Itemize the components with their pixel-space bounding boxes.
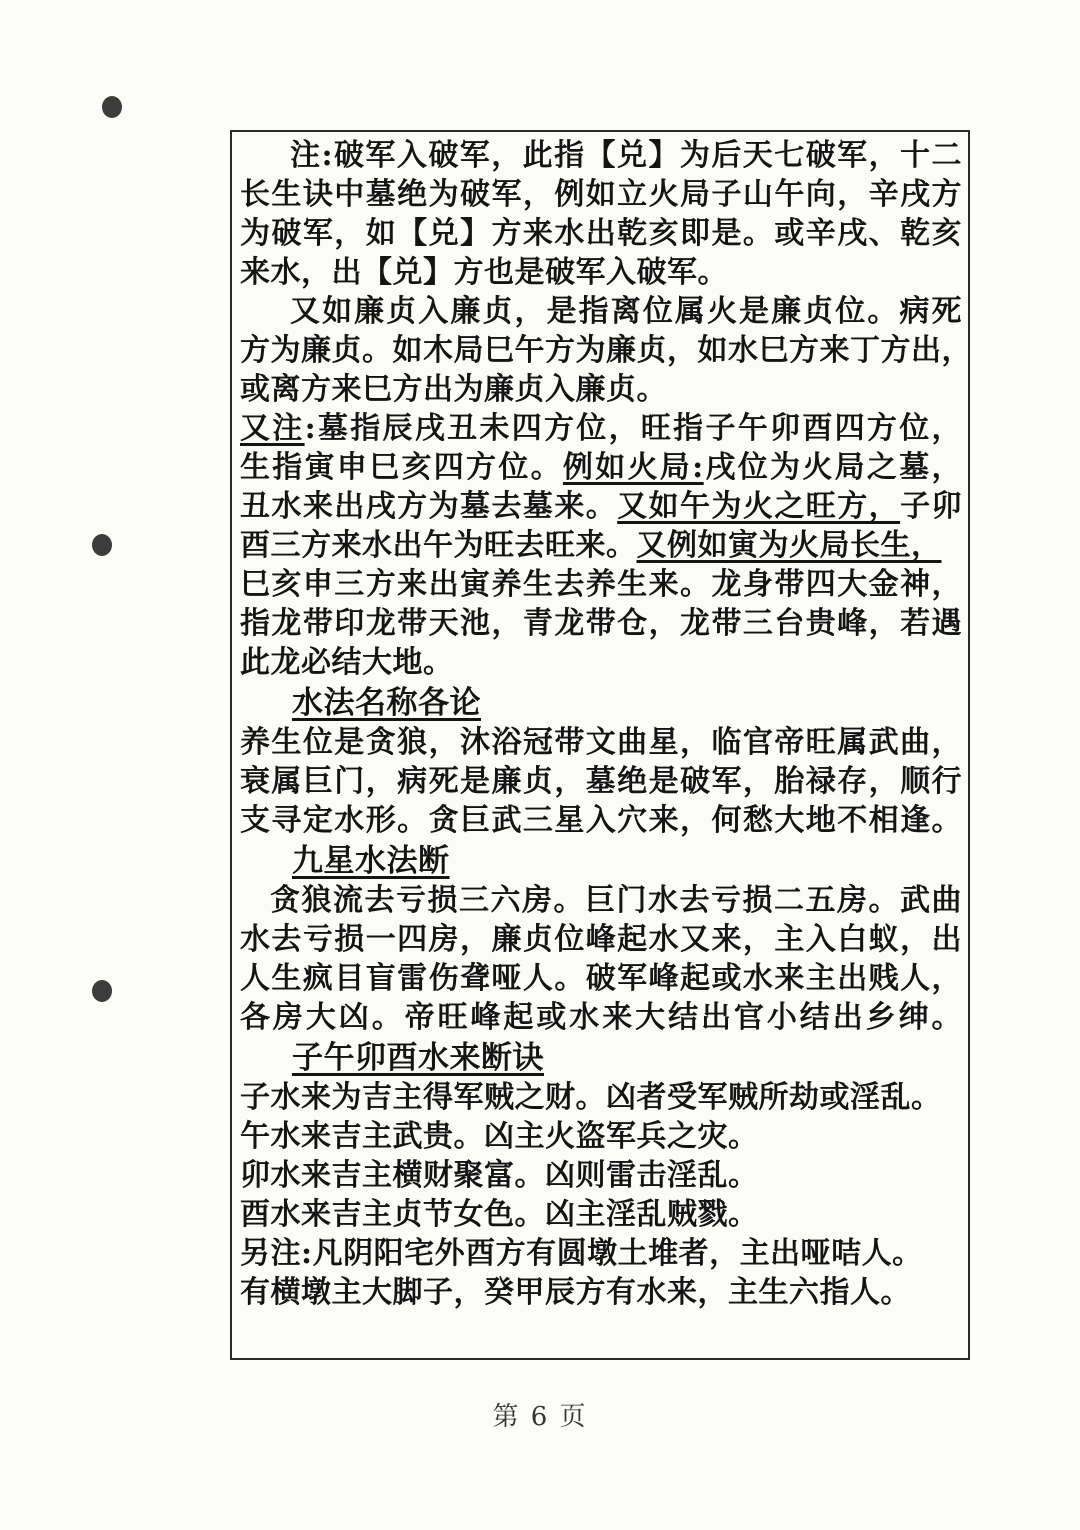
underlined-text: 例如火局:	[562, 450, 704, 485]
text-line	[240, 448, 962, 487]
text-line: 贪狼流去亏损三六房。巨门水去亏损二五房。武曲	[270, 883, 962, 918]
section-heading-text: 水法名称各论	[292, 685, 481, 721]
text-line: 各房大凶。帝旺峰起或水来大结出官小结出乡绅。	[240, 1000, 962, 1035]
underlined-text: 又例如寅为火局长生，	[636, 528, 942, 563]
text-line: 注:破军入破军，此指【兑】为后天七破军，十二	[290, 138, 962, 173]
text-line: 支寻定水形。贪巨武三星入穴来，何愁大地不相逢。	[240, 803, 962, 838]
text-line: 子水来为吉主得军贼之财。凶者受军贼所劫或淫乱。	[240, 1080, 942, 1115]
text-fragment: 子卯	[900, 489, 963, 524]
document-body	[240, 136, 972, 1312]
text-fragment: 生指寅申巳亥四方位。	[240, 450, 563, 485]
text-line: 此龙必结大地。	[240, 645, 454, 680]
text-line	[240, 487, 962, 526]
text-fragment: 丑水来出戌方为墓去墓来。	[240, 489, 618, 524]
section-heading	[240, 1039, 962, 1078]
text-line: 另注:凡阴阳宅外酉方有圆墩土堆者，主出哑咭人。	[240, 1236, 923, 1271]
text-fragment: 戌位为火局之墓，	[703, 450, 963, 485]
text-line: 长生诀中墓绝为破军，例如立火局子山午向，辛戌方	[240, 177, 962, 212]
text-line: 巳亥申三方来出寅养生去养生来。龙身带四大金神，	[240, 567, 962, 602]
text-line: 午水来吉主武贵。凶主火盗军兵之灾。	[240, 1119, 759, 1154]
text-line: 衰属巨门，病死是廉贞，墓绝是破军，胎禄存，顺行	[240, 764, 962, 799]
text-line: 酉水来吉主贞节女色。凶主淫乱贼戮。	[240, 1197, 759, 1232]
text-line: 有横墩主大脚子，癸甲辰方有水来，主生六指人。	[240, 1275, 911, 1310]
binder-hole-top	[102, 96, 122, 118]
text-line	[240, 526, 962, 565]
underlined-text: 又如午为火之旺方，	[617, 489, 901, 524]
binder-hole-bottom	[92, 980, 112, 1002]
underlined-text: 又注	[240, 411, 305, 446]
text-line: 水去亏损一四房，廉贞位峰起水又来，主入白蚁，出	[240, 922, 962, 957]
section-heading	[240, 842, 962, 881]
text-fragment: :墓指辰戌丑未四方位，旺指子午卯酉四方位，	[304, 411, 963, 446]
section-heading	[240, 684, 962, 723]
text-line: 卯水来吉主横财聚富。凶则雷击淫乱。	[240, 1158, 759, 1193]
section-heading-text: 九星水法断	[292, 843, 450, 879]
text-line: 人生疯目盲雷伤聋哑人。破军峰起或水来主出贱人，	[240, 961, 962, 996]
page-number: 第 6 页	[492, 1402, 588, 1432]
text-line: 或离方来巳方出为廉贞入廉贞。	[240, 372, 667, 407]
text-frame	[230, 130, 970, 1360]
text-line: 来水，出【兑】方也是破军入破军。	[240, 255, 728, 290]
text-line: 养生位是贪狼，沐浴冠带文曲星，临官帝旺属武曲，	[240, 725, 962, 760]
text-line	[240, 409, 962, 448]
text-line: 为破军，如【兑】方来水出乾亥即是。或辛戌、乾亥	[240, 216, 962, 251]
text-line: 方为廉贞。如木局巳午方为廉贞，如水巳方来丁方出，	[240, 333, 972, 368]
text-line: 指龙带印龙带天池，青龙带仓，龙带三台贵峰，若遇	[240, 606, 962, 641]
text-fragment: 酉三方来水出午为旺去旺来。	[240, 528, 637, 563]
text-line: 又如廉贞入廉贞，是指离位属火是廉贞位。病死	[290, 294, 962, 329]
section-heading-text: 子午卯酉水来断诀	[292, 1040, 544, 1076]
binder-hole-middle	[92, 534, 112, 556]
